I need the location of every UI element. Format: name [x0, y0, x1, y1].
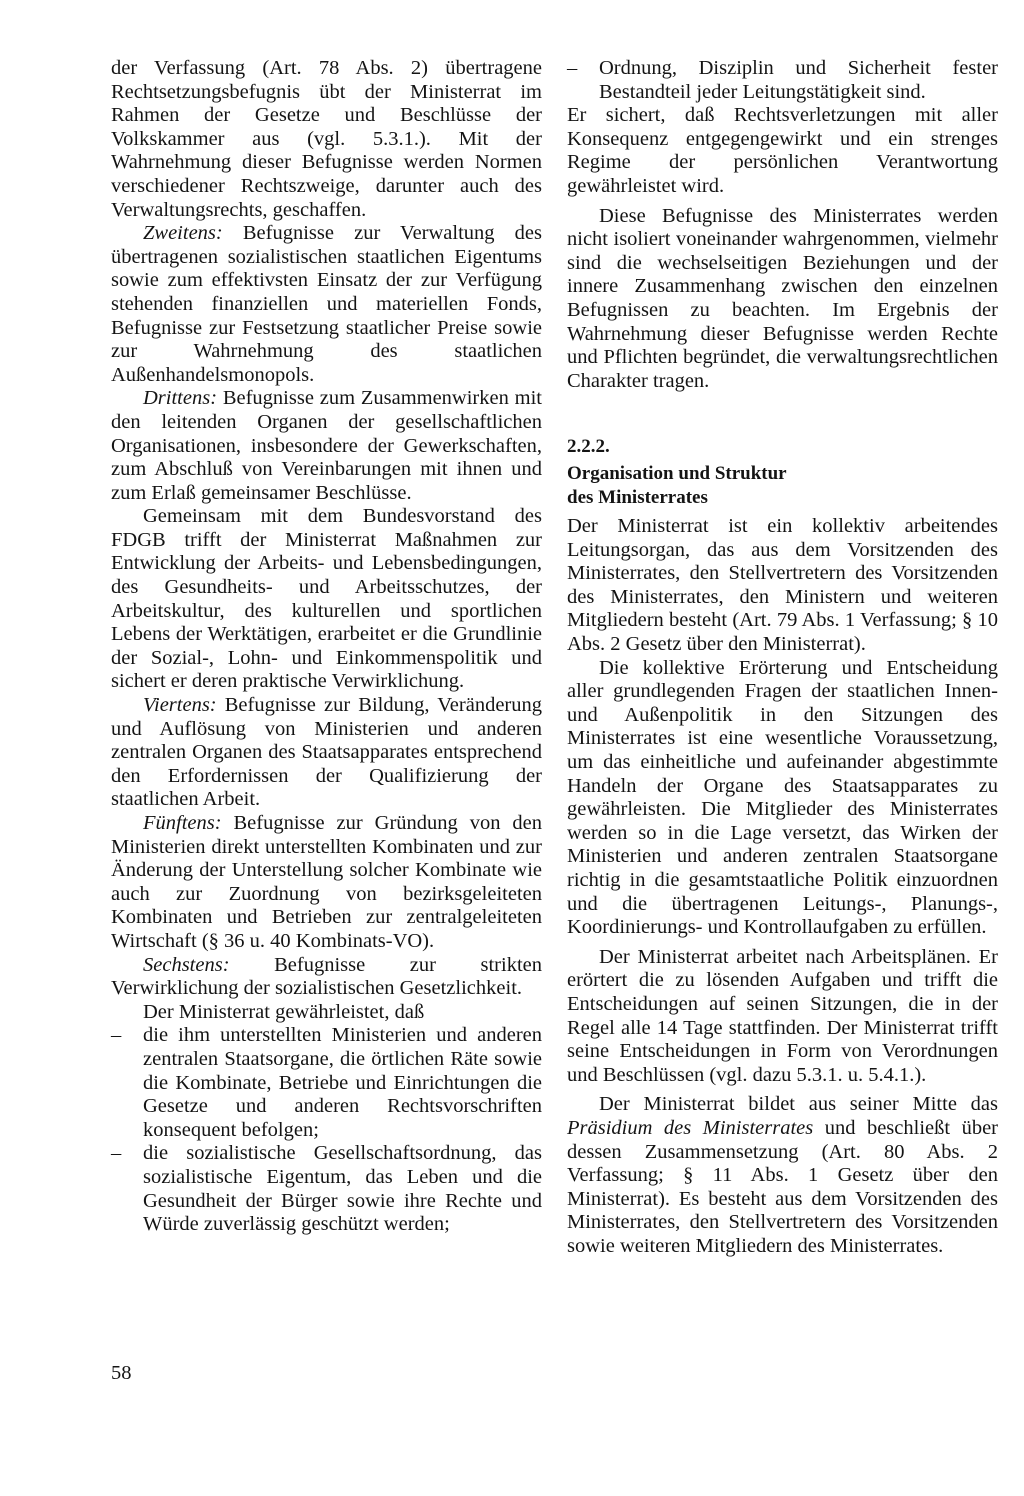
paragraph-fdgb: Gemeinsam mit dem Bundesvorstand des FDGB trifft der Ministerrat Maßnahmen zur Entwicklung der Arbeits- und Lebensbedingungen, des Gesundheits- und Arbeitsschutzes, der Arbeitskultur, des kulturellen und sportlichen Lebens der Werktätigen, erarbeitet er die Grundlinie der Sozial-, Lohn- und Einkommenspolitik und sichert er deren praktische Verwirklichung. [111, 505, 542, 693]
paragraph-text: Befugnisse zur Bildung, Veränderung und Auflösung von Ministerien und anderen zentralen Organen des Staatsapparates entsprechend den Erfordernissen der Qualifizierung der staatlichen Arbeit. [111, 694, 542, 811]
paragraph-text: Befugnisse zur Gründung von den Ministerien direkt unterstellten Kombinaten und zur Änderung der Unterstellung solcher Kombinate wie auch zur Zuordnung von bezirksgeleiteten Kombinaten und Betrieben zur zentralgeleiteten Wirtschaft (§ 36 u. 40 Kombinats-VO). [111, 812, 542, 952]
paragraph-text: Der Ministerrat bildet aus seiner Mitte das [599, 1093, 998, 1116]
paragraph-text: Befugnisse zur strikten Verwirklichung der sozialistischen Gesetzlichkeit. [111, 953, 542, 1000]
dash-marker: – [111, 1024, 122, 1047]
section-title-line: Organisation und Struktur [567, 462, 787, 484]
paragraph-text: und beschließt über dessen Zusammensetzung (Art. 80 Abs. 2 Verfassung; § 11 Abs. 1 Gesetz über den Ministerrat). Es besteht aus dem Vorsitzenden des Ministerrates, den Stellvertretern des Vorsitzenden sowie weiteren Mitgliedern des Ministerrates. [567, 1116, 998, 1257]
enumeration-label: Viertens: [143, 694, 217, 717]
paragraph-sichert: Er sichert, daß Rechtsverletzungen mit aller Konsequenz entgegengewirkt und ein strenges Regime der persönlichen Verantwortung gewährleistet wird. [567, 104, 998, 197]
list-item-text: die ihm unterstellten Ministerien und anderen zentralen Staatsorgane, die örtlichen Räte sowie die Kombinate, Betriebe und Einrichtungen die Gesetze und anderen Rechtsvorschriften konsequent befolgen; [143, 1024, 542, 1141]
dash-marker: – [111, 1142, 122, 1165]
paragraph-viertens [111, 694, 542, 812]
section-title-line: des Ministerrates [567, 486, 708, 508]
list-item [111, 1142, 542, 1236]
right-column [567, 57, 998, 1259]
section-number: 2.2.2. [567, 436, 610, 458]
list-item-text: die sozialistische Gesellschaftsordnung, das sozialistische Eigentum, das Leben und die Gesundheit der Bürger sowie ihre Rechte und Würde zuverlässig geschützt werden; [143, 1142, 542, 1236]
paragraph-sechstens [111, 954, 542, 1001]
paragraph-zweitens [111, 222, 542, 387]
paragraph-befugnisse: Diese Befugnisse des Ministerrates werden nicht isoliert voneinander wahrgenommen, vielmehr sind die wechselseitigen Beziehungen und der innere Zusammenhang zwischen den einzelnen Befugnissen zu beachten. Im Ergebnis der Wahrnehmung dieser Befugnisse werden Rechte und Pflichten begründet, die verwaltungsrechtlichen Charakter tragen. [567, 204, 998, 392]
paragraph-eroerterung: Die kollektive Erörterung und Entscheidung aller grundlegenden Fragen der staatlichen Innen- und Außenpolitik in den Sitzungen des Ministerrates ist eine wesentliche Voraussetzung, um das einheitliche und aufeinander abgestimmte Handeln der Organe des Staatsapparates zu gewährleisten. Die Mitglieder des Ministerrates werden so in die Lage versetzt, das Wirken der Ministerien und anderen zentralen Staatsorgane richtig in die gesamtstaatliche Politik einzuordnen und die übertragenen Leitungs-, Planungs-, Koordinierungs- und Kontrollaufgaben zu erfüllen. [567, 656, 998, 939]
dash-marker: – [567, 57, 578, 79]
list-item [111, 1024, 542, 1142]
emphasized-term: Präsidium des Ministerrates [567, 1116, 814, 1139]
paragraph-kollektiv: Der Ministerrat ist ein kollektiv arbeitendes Leitungsorgan, das aus dem Vorsitzenden des Ministerrates, den Stellvertretern des Vorsitzenden des Ministerrates, den Ministern und weiteren Mitgliedern besteht (Art. 79 Abs. 1 Verfassung; § 10 Abs. 2 Gesetz über den Ministerrat). [567, 515, 998, 656]
page-number: 58 [111, 1362, 132, 1384]
enumeration-label: Zweitens: [143, 222, 223, 245]
enumeration-label: Drittens: [143, 387, 218, 410]
enumeration-label: Fünftens: [143, 812, 222, 834]
paragraph-text: Befugnisse zum Zusammenwirken mit den leitenden Organen der gesellschaftlichen Organisationen, insbesondere der Gewerkschaften, zum Abschluß von Vereinbarungen mit ihnen und zum Erlaß gemeinsamer Beschlüsse. [111, 387, 542, 504]
paragraph-text: Befugnisse zur Verwaltung des übertragenen sozialistischen staatlichen Eigentums sowie zum effektivsten Einsatz der zur Verfügung stehenden finanziellen und materiellen Fonds, Befugnisse zur Festsetzung staatlicher Preise sowie zur Wahrnehmung des staatlichen Außenhandelsmonopols. [111, 222, 542, 386]
paragraph-drittens [111, 387, 542, 505]
list-item [567, 57, 998, 104]
left-column [111, 57, 542, 1237]
paragraph-continued: der Verfassung (Art. 78 Abs. 2) übertragene Rechtsetzungsbefugnis übt der Ministerrat im Rahmen der Gesetze und Beschlüsse der Volkskammer aus (vgl. 5.3.1.). Mit der Wahrnehmung dieser Befugnisse werden Normen verschiedener Rechtszweige, darunter auch des Verwaltungsrechts, geschaffen. [111, 57, 542, 221]
paragraph-praesidium [567, 1093, 998, 1258]
list-item-text: Ordnung, Disziplin und Sicherheit fester Bestandteil jeder Leitungstätigkeit sind. [599, 57, 998, 103]
enumeration-label: Sechstens: [143, 953, 230, 976]
spacer [567, 393, 998, 435]
paragraph-fuenftens [111, 812, 542, 954]
paragraph-intro-list: Der Ministerrat gewährleistet, daß [143, 1000, 425, 1023]
paragraph-arbeitsplaene: Der Ministerrat arbeitet nach Arbeitsplänen. Er erörtert die zu lösenden Aufgaben und trifft die Entscheidungen auf seinen Sitzungen, die in der Regel alle 14 Tage stattfinden. Der Ministerrat trifft seine Entscheidungen in Form von Verordnungen und Beschlüssen (vgl. dazu 5.3.1. u. 5.4.1.). [567, 945, 998, 1086]
